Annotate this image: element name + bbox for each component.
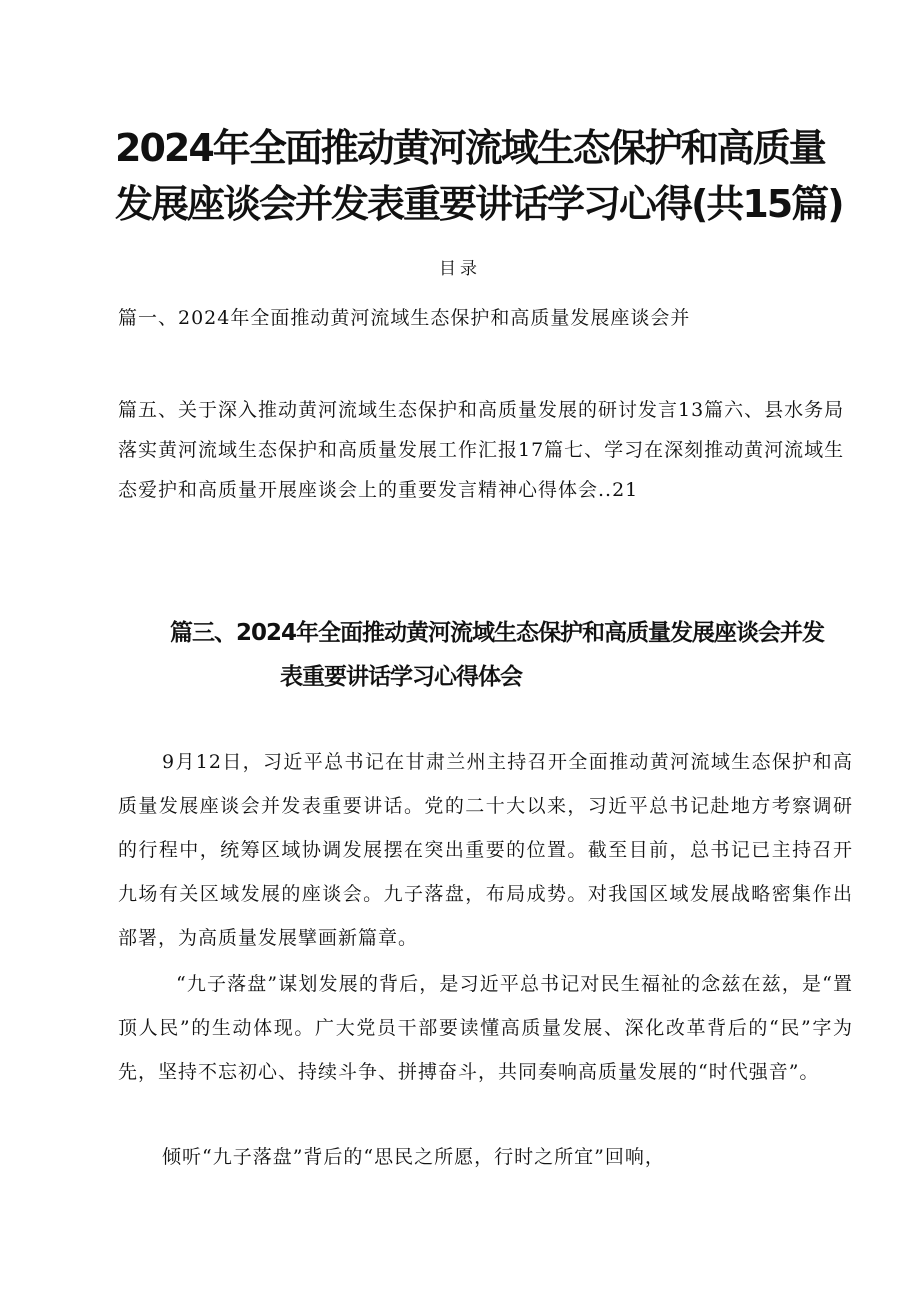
toc-entry: 篇一、2024年全面推动黄河流域生态保护和高质量发展座谈会并 (118, 307, 691, 329)
section-heading-line1: 篇三、2024年全面推动黄河流域生态保护和高质量发展座谈会并发 (170, 620, 825, 646)
section-heading (170, 611, 860, 699)
toc-heading: 目录 (439, 259, 481, 279)
section-heading-line2: 表重要讲话学习心得体会 (280, 664, 522, 690)
body-paragraph: 9月12日，习近平总书记在甘肃兰州主持召开全面推动黄河流域生态保护和高质量发展座谈会并发表重要讲话。党的二十大以来，习近平总书记赴地方考察调研的行程中，统筹区域协调发展摆在突出重要的位置。截至目前，总书记已主持召开九场有关区域发展的座谈会。九子落盘，布局成势。对我国区域发展战略密集作出部署，为高质量发展擘画新篇章。 (118, 751, 853, 949)
toc-entry: 篇五、关于深入推动黄河流域生态保护和高质量发展的研讨发言13篇六、县水务局落实黄河流域生态保护和高质量发展工作汇报17篇七、学习在深刻推动黄河流域生态爱护和高质量开展座谈会上的重要发言精神心得体会..21 (118, 399, 845, 501)
body-paragraph: “九子落盘”谋划发展的背后，是习近平总书记对民生福祉的念兹在兹，是“置顶人民”的生动体现。广大党员干部要读懂高质量发展、深化改革背后的“民”字为先，坚持不忘初心、持续斗争、拼搏奋斗，共同奏响高质量发展的“时代强音”。 (118, 973, 853, 1083)
body-paragraph: 倾听“九子落盘”背后的“思民之所愿，行时之所宜”回响， (162, 1146, 665, 1168)
document-title: 2024年全面推动黄河流域生态保护和高质量发展座谈会并发表重要讲话学习心得(共15篇) (115, 126, 843, 226)
